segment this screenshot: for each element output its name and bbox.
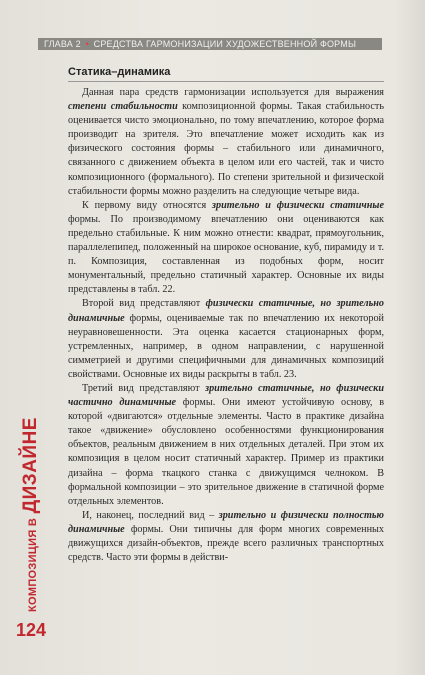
text-run: формы. По производимому впечатлению они оцениваются как предельно стабильные. К ним можно отнести: квадрат, прямоугольник, параллелепипед, положенный на широкое основание, куб, пирамиду и т. п. Композиция, составленная из подобных форм, носит монументальный, предельно статичный характер. Основные их виды представлены в табл. 22. (68, 213, 384, 296)
page-number: 124 (16, 620, 47, 640)
section-title: Статика–динамика (68, 66, 171, 78)
side-label-main: ДИЗАЙНЕ (20, 417, 41, 514)
text-run: Данная пара средств гармонизации используется для выражения (82, 87, 384, 98)
chapter-title: СРЕДСТВА ГАРМОНИЗАЦИИ ХУДОЖЕСТВЕННОЙ ФОРМЫ (93, 39, 357, 49)
body-text (68, 86, 384, 565)
header-separator: • (85, 39, 89, 49)
text-run: Второй вид представляют (82, 298, 206, 310)
chapter-label: ГЛАВА 2 (44, 39, 81, 49)
emphasized-term: физически статичные, но зрительно динамичные (68, 298, 384, 324)
paragraph (68, 86, 384, 199)
text-run: формы, оцениваемые так по впечатлению их некоторой неуравновешенности. Эта оценка касается стационарных форм, устремленных, например, в одном направлении, с нарушенной симметрией и другими специфичными для динамичных композиций свойствами. Основные их виды раскрыты в табл. 23. (68, 312, 384, 380)
side-label-prefix: КОМПОЗИЦИЯ В (27, 517, 39, 612)
text-run: композиционной формы. Такая стабильность оценивается чисто эмоционально, по тому впечатлению, которое форма производит на зрителя. Это впечатление может исходить как из физического состояния формы – стабильного или динамичного, связанного с движением объекта в целом или его частей, так и чисто композиционного (формального). По степени зрительной и физической стабильности формы можно разделить на следующие четыре вида. (68, 101, 384, 197)
text-run: формы. Они типичны для форм многих современных движущихся дизайн-объектов, прежде всего различных транспортных средств. Часто эти формы в действи- (68, 523, 384, 564)
text-run: И, наконец, последний вид – (82, 509, 219, 521)
emphasized-term: зрительно и физически полностью динамичные (68, 509, 384, 535)
running-header (38, 38, 382, 50)
emphasized-term: степени стабильности (68, 101, 178, 113)
text-run: Третий вид представляют (82, 382, 206, 394)
paragraph (68, 199, 384, 298)
paragraph (68, 382, 384, 509)
paragraph (68, 509, 384, 565)
paragraph (68, 297, 384, 382)
text-run: формы. Они имеют устойчивую основу, в которой «двигаются» отдельные элементы. Часто в практике дизайна такое «движение» обусловлено особенностями функционирования объектов, реальным движением в них отдельных деталей. При этом их композиция в целом носит статичный характер. Пример из практики дизайна – форма ткацкого станка с движущимся челноком. В формальной композиции – это зрительное движение в статичной форме отдельных элементов. (68, 397, 384, 507)
text-run: К первому виду относятся (82, 199, 213, 211)
page-edge-shadow (395, 0, 425, 675)
emphasized-term: зрительно и физически статичные (212, 199, 384, 211)
title-underline (68, 81, 384, 82)
side-label (20, 417, 42, 612)
emphasized-term: зрительно статичные, но физически частично динамичные (68, 382, 384, 409)
